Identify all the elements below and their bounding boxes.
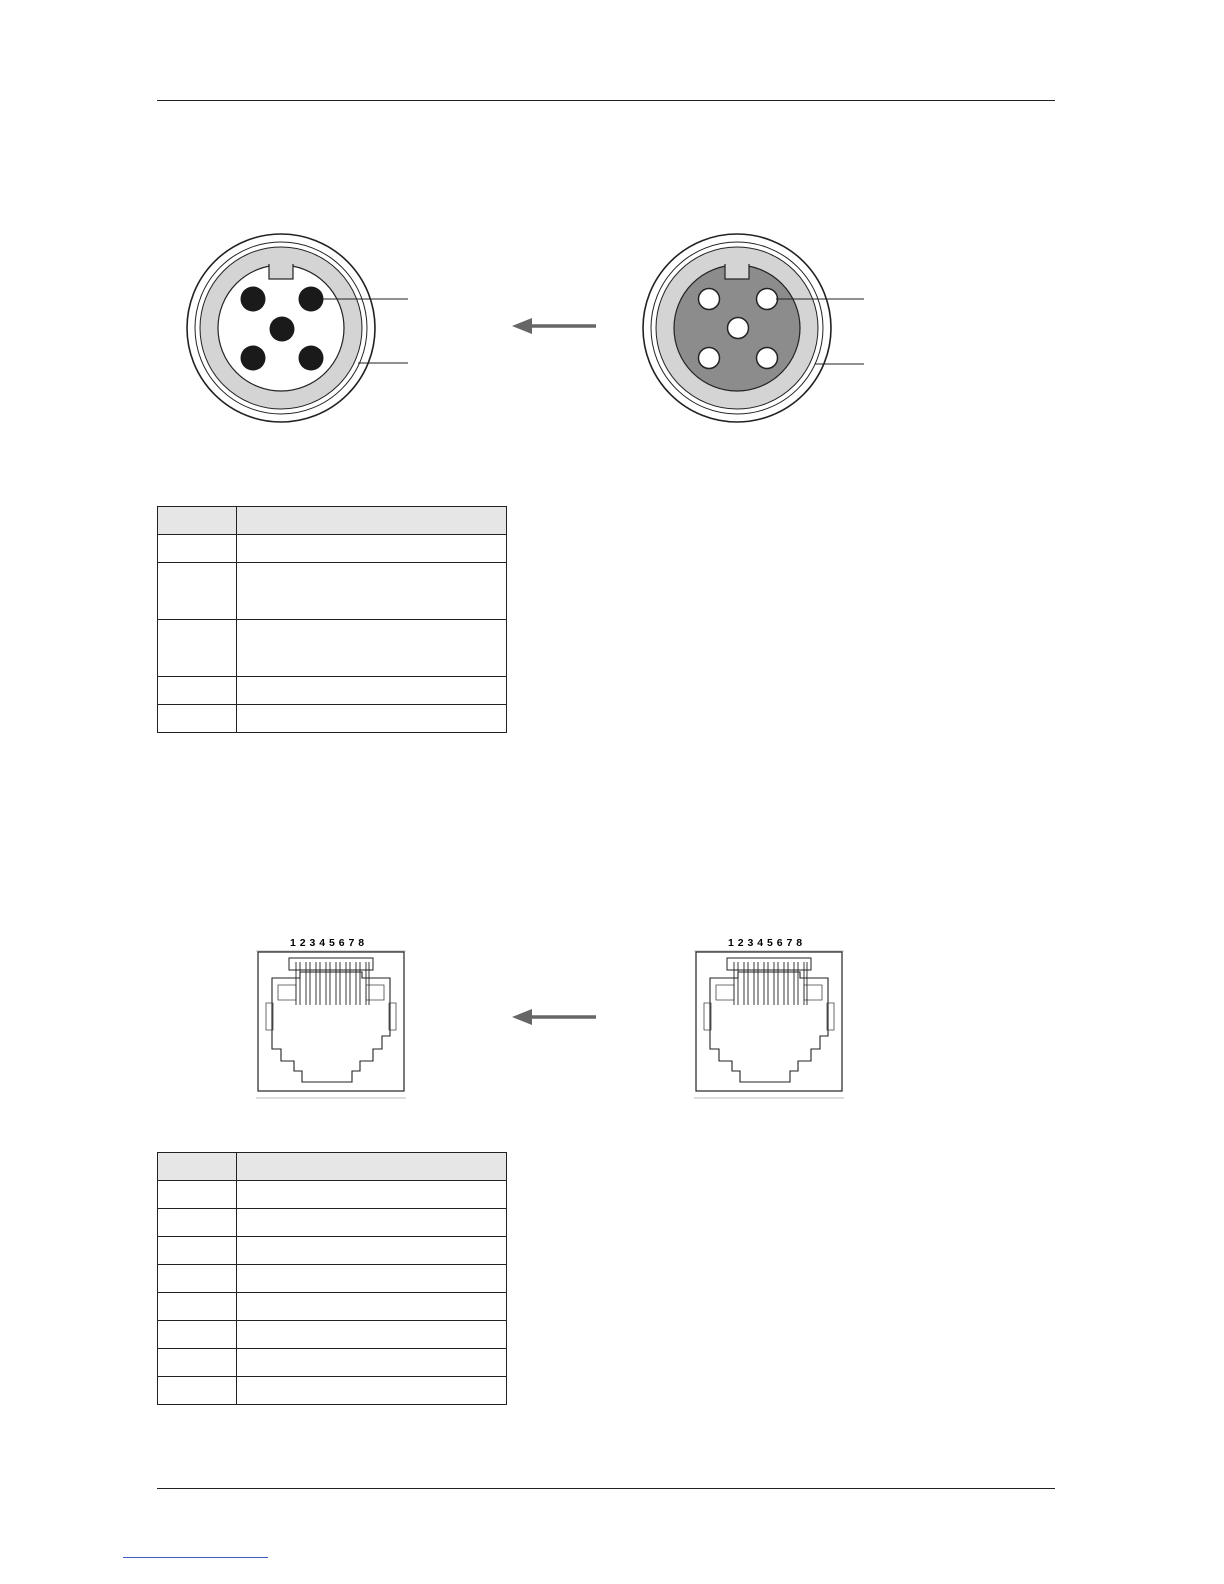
- m12-pinout-table: [157, 506, 507, 733]
- pin-cell: [158, 1349, 237, 1377]
- header-rule: [157, 100, 1055, 101]
- pin-cell: [158, 1181, 237, 1209]
- footer-link[interactable]: [123, 1557, 268, 1558]
- pin-cell: [158, 1293, 237, 1321]
- table-row: [158, 1265, 507, 1293]
- rj45-jack-icon: [256, 937, 406, 1098]
- signal-cell: [237, 563, 507, 620]
- signal-cell: [237, 677, 507, 705]
- table-row: [158, 1237, 507, 1265]
- table-row: [158, 705, 507, 733]
- rj45-pin-numbers: 1 2 3 4 5 6 7 8: [728, 937, 803, 949]
- rj45-connector-figure: [0, 930, 1224, 1105]
- table-row: [158, 1321, 507, 1349]
- signal-cell: [237, 1349, 507, 1377]
- rj45-jack-icon: [694, 937, 844, 1098]
- table-header-cell: [158, 507, 237, 535]
- rj45-pinout-table: [157, 1152, 507, 1405]
- table-header-row: [158, 507, 507, 535]
- table-row: [158, 1349, 507, 1377]
- pin-cell: [158, 563, 237, 620]
- signal-cell: [237, 535, 507, 563]
- signal-cell: [237, 705, 507, 733]
- table-row: [158, 677, 507, 705]
- signal-cell: [237, 1293, 507, 1321]
- socket-hole: [757, 348, 778, 369]
- table-row: [158, 535, 507, 563]
- pin-dot: [270, 317, 295, 342]
- pin-cell: [158, 1237, 237, 1265]
- table-row: [158, 1209, 507, 1237]
- pin-cell: [158, 1265, 237, 1293]
- table-row: [158, 1181, 507, 1209]
- pin-cell: [158, 1321, 237, 1349]
- pin-dot: [299, 287, 324, 312]
- m12-male-connector-icon: [187, 234, 408, 422]
- table-row: [158, 620, 507, 677]
- table-row: [158, 563, 507, 620]
- signal-cell: [237, 1209, 507, 1237]
- socket-hole: [728, 318, 749, 339]
- table-header-cell: [237, 1153, 507, 1181]
- pin-cell: [158, 705, 237, 733]
- pin-cell: [158, 1377, 237, 1405]
- m12-connector-figure: [0, 220, 1224, 440]
- table-header-cell: [237, 507, 507, 535]
- signal-cell: [237, 1265, 507, 1293]
- pin-dot: [299, 346, 324, 371]
- socket-hole: [699, 289, 720, 310]
- table-header-cell: [158, 1153, 237, 1181]
- arrow-left-icon: [512, 318, 596, 334]
- arrow-left-icon: [512, 1009, 596, 1025]
- socket-hole: [699, 348, 720, 369]
- signal-cell: [237, 1321, 507, 1349]
- socket-hole: [757, 289, 778, 310]
- pin-dot: [241, 287, 266, 312]
- signal-cell: [237, 1237, 507, 1265]
- table-row: [158, 1293, 507, 1321]
- table-header-row: [158, 1153, 507, 1181]
- signal-cell: [237, 620, 507, 677]
- signal-cell: [237, 1377, 507, 1405]
- footer-rule: [157, 1488, 1055, 1489]
- m12-female-connector-icon: [643, 234, 864, 422]
- pin-cell: [158, 535, 237, 563]
- pin-cell: [158, 1209, 237, 1237]
- pin-cell: [158, 677, 237, 705]
- signal-cell: [237, 1181, 507, 1209]
- pin-cell: [158, 620, 237, 677]
- pin-dot: [241, 346, 266, 371]
- rj45-pin-numbers: 1 2 3 4 5 6 7 8: [290, 937, 365, 949]
- table-row: [158, 1377, 507, 1405]
